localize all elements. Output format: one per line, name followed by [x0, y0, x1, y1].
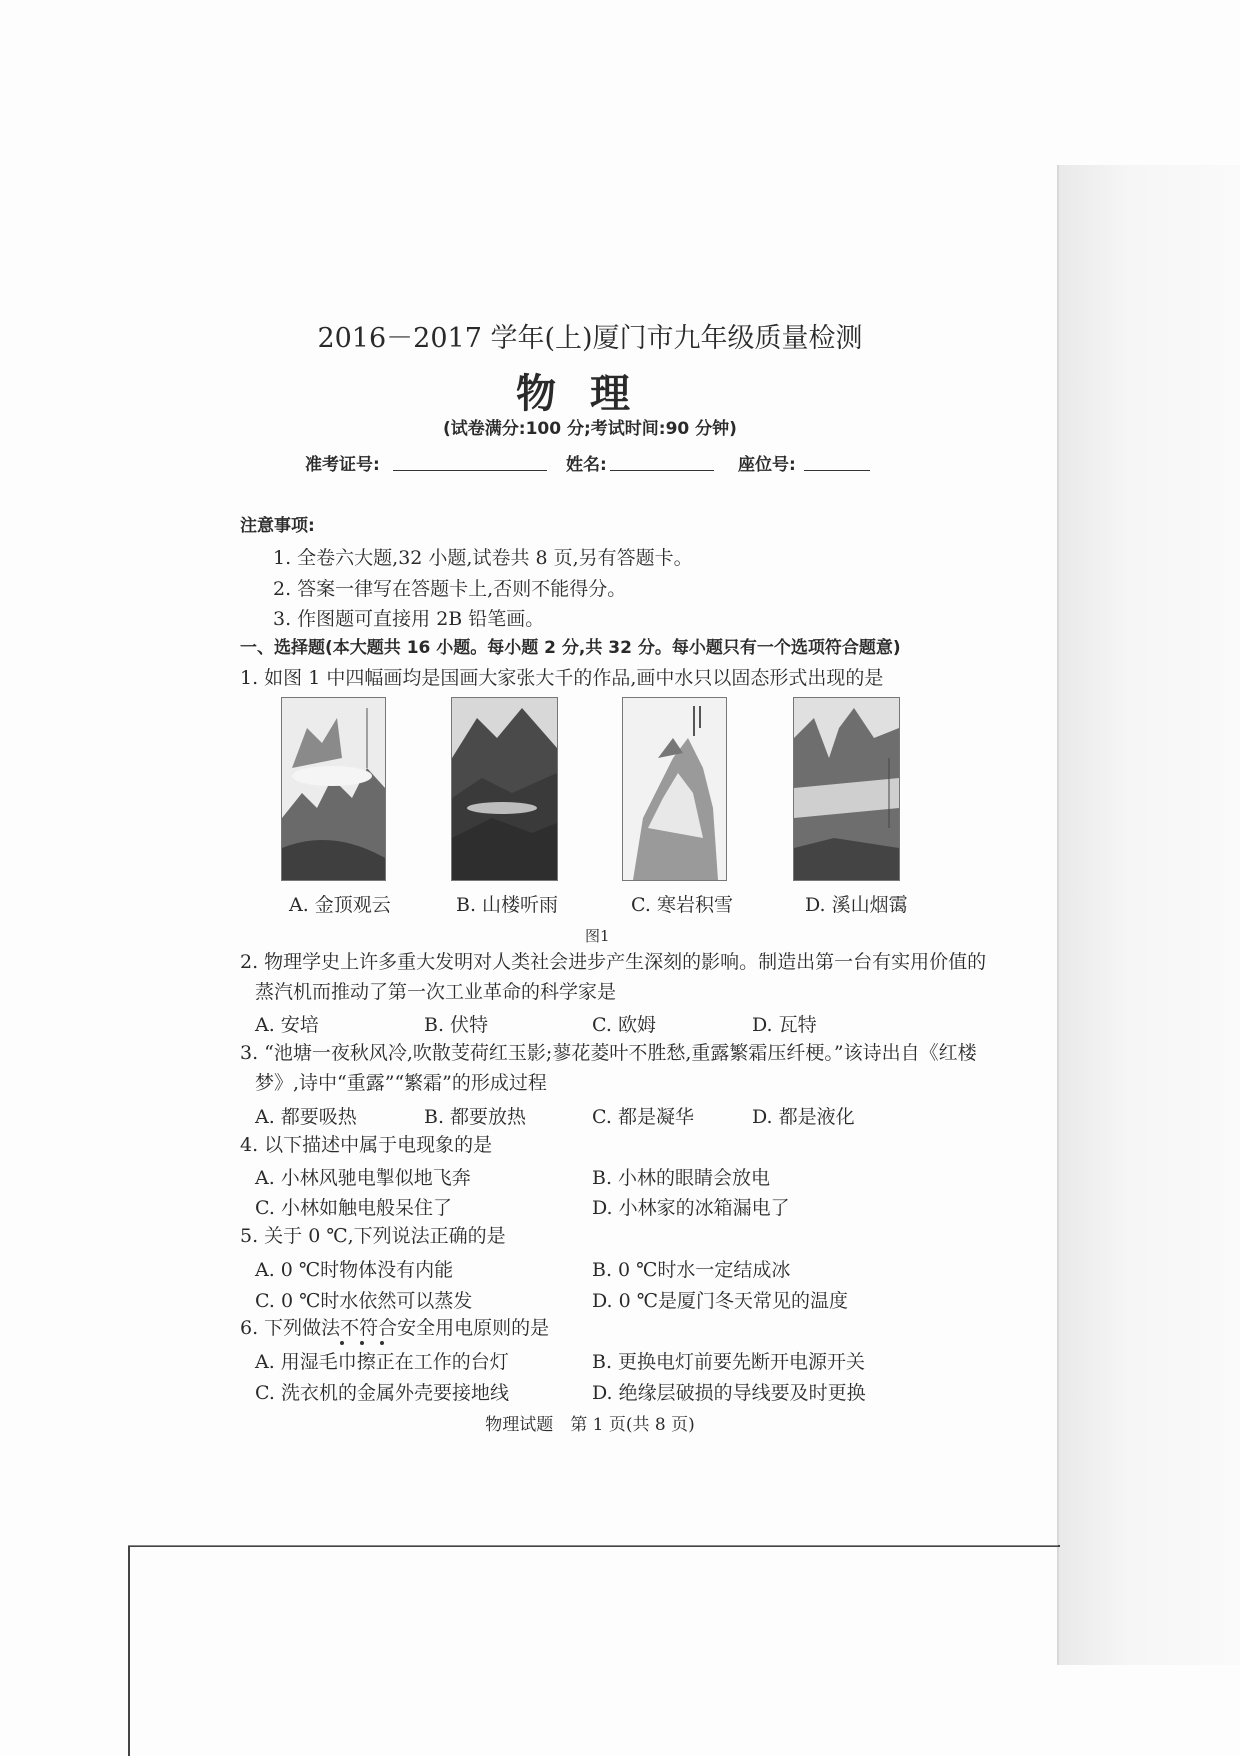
- note-item: 2. 答案一律写在答题卡上,否则不能得分。: [273, 578, 627, 600]
- q6-option-c[interactable]: C. 洗衣机的金属外壳要接地线: [255, 1382, 509, 1404]
- exam-meta: (试卷满分:100 分;考试时间:90 分钟): [443, 419, 737, 439]
- q1-stem: 1. 如图 1 中四幅画均是国画大家张大千的作品,画中水只以固态形式出现的是: [240, 667, 884, 689]
- name-label: 姓名:: [566, 455, 607, 475]
- q1-option-d[interactable]: D. 溪山烟霭: [805, 894, 908, 916]
- q1-option-a[interactable]: A. 金顶观云: [289, 894, 391, 916]
- figure-1-caption: 图1: [585, 927, 610, 945]
- q1-option-c[interactable]: C. 寒岩积雪: [631, 894, 733, 916]
- q2-option-d[interactable]: D. 瓦特: [752, 1014, 817, 1036]
- q6-option-a[interactable]: A. 用湿毛巾擦正在工作的台灯: [255, 1351, 509, 1373]
- painting-c-image: [622, 697, 727, 881]
- q2-option-a[interactable]: A. 安培: [255, 1014, 319, 1036]
- q6-option-b[interactable]: B. 更换电灯前要先断开电源开关: [592, 1351, 866, 1373]
- seat-number-label: 座位号:: [738, 455, 796, 475]
- q3-stem-line1: 3. “池塘一夜秋风冷,吹散芰荷红玉影;蓼花菱叶不胜愁,重露繁霜压纤梗。”该诗出自《红楼: [240, 1042, 977, 1064]
- painting-a-image: [281, 697, 386, 881]
- q5-option-b[interactable]: B. 0 ℃时水一定结成冰: [592, 1259, 791, 1281]
- painting-d-image: [793, 697, 900, 881]
- section1-heading: 一、选择题(本大题共 16 小题。每小题 2 分,共 32 分。每小题只有一个选项符合题意): [240, 638, 901, 658]
- q5-option-d[interactable]: D. 0 ℃是厦门冬天常见的温度: [592, 1290, 849, 1312]
- q2-stem-line2: 蒸汽机而推动了第一次工业革命的科学家是: [255, 981, 617, 1003]
- exam-number-label: 准考证号:: [305, 455, 380, 475]
- exam-number-field[interactable]: [393, 470, 547, 471]
- painting-b-image: [451, 697, 558, 881]
- q6-stem: 6. 下列做法不符合安全用电原则的是: [240, 1317, 550, 1339]
- next-page-topline: [128, 1545, 1058, 1546]
- q1-option-b[interactable]: B. 山楼听雨: [456, 894, 559, 916]
- q3-option-a[interactable]: A. 都要吸热: [255, 1106, 357, 1128]
- exam-subject: 物理: [516, 371, 664, 417]
- q2-stem-line1: 2. 物理学史上许多重大发明对人类社会进步产生深刻的影响。制造出第一台有实用价值的: [240, 951, 987, 973]
- emphasis-dot: [360, 1341, 364, 1345]
- note-item: 1. 全卷六大题,32 小题,试卷共 8 页,另有答题卡。: [273, 547, 693, 569]
- q5-option-a[interactable]: A. 0 ℃时物体没有内能: [255, 1259, 454, 1281]
- page-footer: 物理试题 第 1 页(共 8 页): [485, 1415, 695, 1435]
- emphasis-dot: [340, 1341, 344, 1345]
- q3-option-d[interactable]: D. 都是液化: [752, 1106, 855, 1128]
- emphasis-dot: [380, 1341, 384, 1345]
- q3-option-c[interactable]: C. 都是凝华: [592, 1106, 694, 1128]
- notes-heading: 注意事项:: [240, 516, 315, 536]
- q4-option-b[interactable]: B. 小林的眼睛会放电: [592, 1167, 771, 1189]
- q5-stem: 5. 关于 0 ℃,下列说法正确的是: [240, 1225, 506, 1247]
- q3-stem-line2: 梦》,诗中“重露”“繁霜”的形成过程: [255, 1072, 547, 1094]
- q2-option-c[interactable]: C. 欧姆: [592, 1014, 656, 1036]
- exam-title: 2016－2017 学年(上)厦门市九年级质量检测: [317, 323, 863, 354]
- q4-option-a[interactable]: A. 小林风驰电掣似地飞奔: [255, 1167, 471, 1189]
- q4-stem: 4. 以下描述中属于电现象的是: [240, 1134, 493, 1156]
- q5-option-c[interactable]: C. 0 ℃时水依然可以蒸发: [255, 1290, 473, 1312]
- q2-option-b[interactable]: B. 伏特: [424, 1014, 489, 1036]
- note-item: 3. 作图题可直接用 2B 铅笔画。: [273, 608, 545, 630]
- next-page-edge: [128, 1545, 1060, 1756]
- q6-option-d[interactable]: D. 绝缘层破损的导线要及时更换: [592, 1382, 866, 1404]
- q3-option-b[interactable]: B. 都要放热: [424, 1106, 527, 1128]
- seat-number-field[interactable]: [804, 470, 870, 471]
- q4-option-c[interactable]: C. 小林如触电般呆住了: [255, 1197, 452, 1219]
- q4-option-d[interactable]: D. 小林家的冰箱漏电了: [592, 1197, 790, 1219]
- name-field[interactable]: [610, 470, 714, 471]
